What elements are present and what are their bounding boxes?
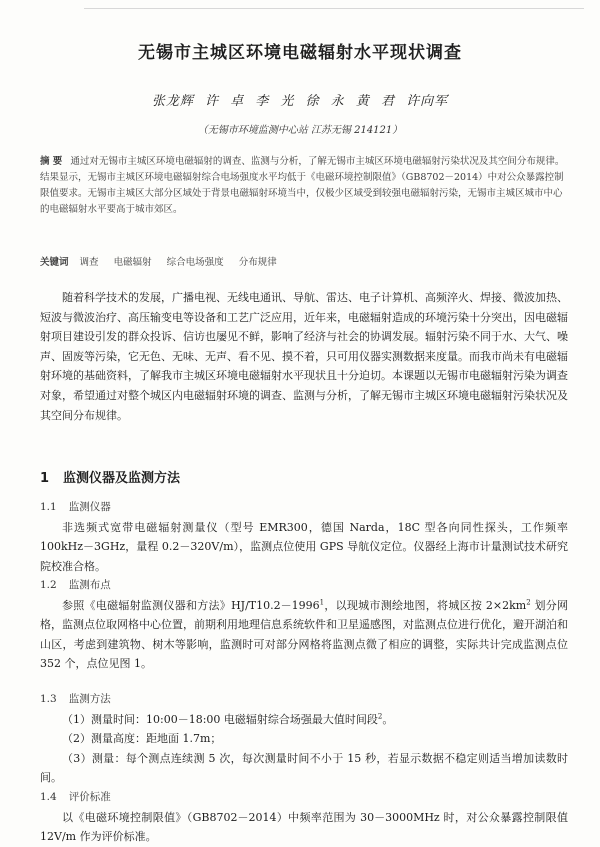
- abstract-text: 通过对无锡市主城区环境电磁辐射的调查、监测与分析，了解无锡市主城区环境电磁辐射污染状况及其空间分布规律。结果显示，无锡市主城区环境电磁辐射综合电场强度水平均低于《电磁环境控制限值》（GB8702－2014）中对公众暴露控制限值要求。无锡市主城区大部分区域处于背景电磁辐射环境当中，仅极少区域受到较强电磁辐射污染，无锡市主城区城市中心的电磁辐射水平要高于城市郊区。: [40, 156, 565, 215]
- method-item: （3）测量：每个测点连续测 5 次，每次测量时间不小于 15 秒，若显示数据不稳定则适当增加读数时间。: [40, 751, 568, 785]
- subsection-text: 以《电磁环境控制限值》（GB8702－2014）中频率范围为 30－3000MHz 时，对公众暴露控制限值 12V/m 作为评价标准。: [40, 810, 568, 844]
- subsection-1-4: [40, 788, 568, 847]
- subsection-heading: 1.2 监测布点: [40, 579, 111, 591]
- subsection-heading: 1.1 监测仪器: [40, 501, 111, 513]
- intro-paragraph: 随着科学技术的发展，广播电视、无线电通讯、导航、雷达、电子计算机、高频淬火、焊接、微波加热、短波与微波治疗、高压输变电等设备和工艺广泛应用，近年来，电磁辐射造成的环境污染十分突出，因电磁辐射项目建设引发的群众投诉、信访也屡见不鲜，影响了经济与社会的协调发展。辐射污染不同于水、大气、噪声、固废等污染，它无色、无味、无声、看不见、摸不着，只可用仪器实测数据来度量。而我市尚未有电磁辐射环境的基础资料，了解我市主城区环境电磁辐射水平现状且十分迫切。本课题以无锡市电磁辐射污染为调查对象，希望通过对整个城区内电磁辐射环境的调查、监测与分析，了解无锡市主城区环境电磁辐射污染状况及其空间分布规律。: [40, 291, 568, 422]
- subsection-text: 非选频式宽带电磁辐射测量仪（型号 EMR300，德国 Narda，18C 型各向同性探头，工作频率 100kHz－3GHz，量程 0.2－320V/m），监测点位使用 GPS 导航仪定位。仪器经上海市计量测试技术研究院校准合格。: [40, 520, 568, 573]
- section-title: 监测仪器及监测方法: [63, 471, 181, 486]
- affiliation: （无锡市环境监测中心站 江苏无锡 214121）: [197, 125, 403, 136]
- method-item: （2）测量高度：距地面 1.7m；: [62, 732, 222, 746]
- subsection-heading: 1.3 监测方法: [40, 693, 111, 705]
- abstract: [40, 154, 568, 218]
- superscript: 2: [526, 597, 531, 606]
- keyword: 分布规律: [238, 257, 277, 268]
- method-item: （1）测量时间：10:00－18:00 电磁辐射综合场强最大值时间段$^2$。: [62, 711, 394, 726]
- keywords-label: 关键词: [40, 257, 69, 268]
- subsection-1-3: [40, 690, 568, 788]
- paper-title: 无锡市主城区环境电磁辐射水平现状调查: [138, 43, 462, 63]
- keyword: 电磁辐射: [113, 257, 152, 268]
- reference-marker: 1: [319, 597, 325, 606]
- keyword: 调查: [79, 257, 99, 268]
- section-heading: [40, 467, 180, 486]
- subsection-text: 参照《电磁辐射监测仪器和方法》$HJ/T10.2-1996^1$，以现城市测绘地图，将城区按 $2\times 2km^2$ 划分网格，监测点位取网格中心位置，前期利用地理信息系统软件和卫星遥感图，对监测点位进行优化，避开湖泊和山区，考虑到建筑物、树木等影响，监测时可对部分网格将监测点微了相应的调整，实际共计完成监测点位 352 个，点位见图 1。: [40, 597, 569, 671]
- author-list: 张龙辉 许 卓 李 光 徐 永 黄 君 许向军: [151, 94, 449, 109]
- abstract-label: 摘 要: [40, 156, 63, 167]
- subsection-heading: 1.4 评价标准: [40, 791, 111, 803]
- reference-marker: 2: [377, 711, 383, 720]
- header-rule: [84, 8, 584, 9]
- subsection-1-2: [40, 576, 568, 674]
- subsection-1-1: [40, 498, 568, 576]
- introduction: [40, 288, 568, 425]
- keywords: [40, 254, 568, 268]
- section-number: 1: [40, 471, 50, 486]
- keyword: 综合电场强度: [166, 257, 224, 268]
